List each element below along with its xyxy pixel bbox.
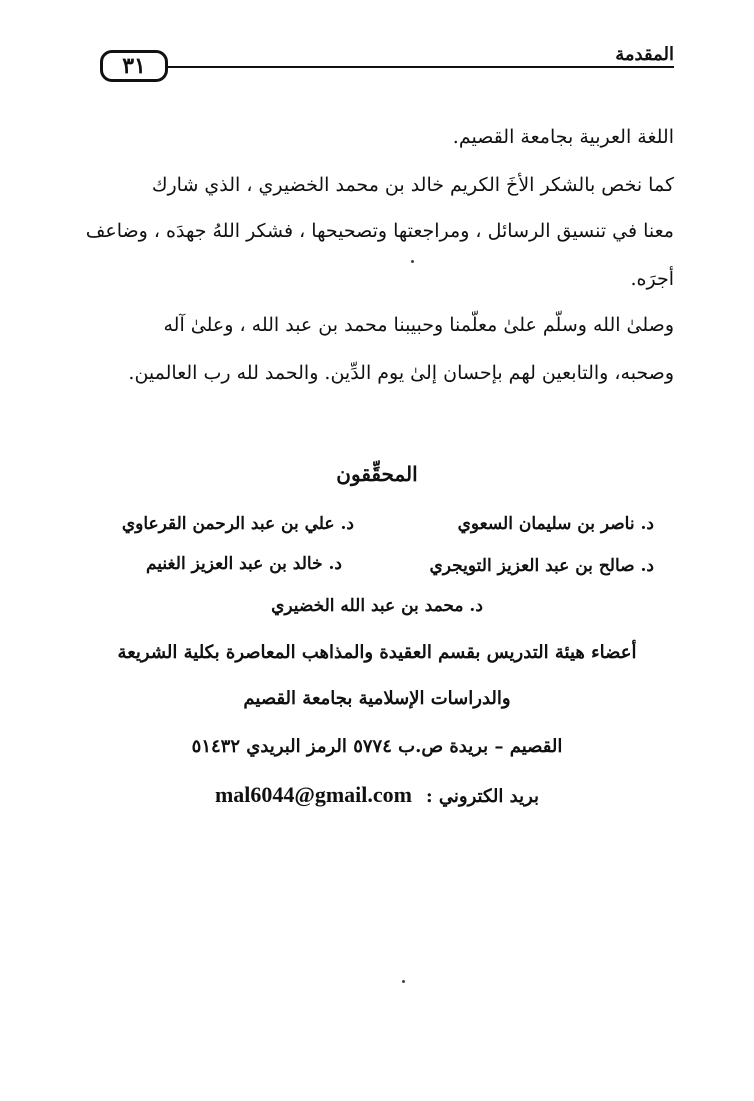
affiliation-line-1: أعضاء هيئة التدريس بقسم العقيدة والمذاهب المعاصرة بكلية الشريعة <box>117 642 637 663</box>
section-title: المقدمة <box>615 44 674 65</box>
authors-heading: المحقِّقون <box>336 462 418 486</box>
author-name: د. خالد بن عبد العزيز الغنيم <box>145 554 342 574</box>
paragraph-line-5: وصلىٰ الله وسلّم علىٰ معلّمنا وحبيبنا محمد بن عبد الله ، وعلىٰ آله <box>163 314 674 336</box>
author-name: د. صالح بن عبد العزيز التويجري <box>429 556 654 576</box>
paragraph-line-4: أجرَه. <box>630 268 674 290</box>
postal-address: القصيم – بريدة ص.ب ٥٧٧٤ الرمز البريدي ٥١٤٣٢ <box>191 736 563 757</box>
page-header <box>100 44 674 84</box>
author-name: د. محمد بن عبد الله الخضيري <box>271 596 483 616</box>
paragraph-line-2: كما نخص بالشكر الأخَ الكريم خالد بن محمد الخضيري ، الذي شارك <box>151 174 674 196</box>
paragraph-line-3: معنا في تنسيق الرسائل ، ومراجعتها وتصحيحها ، فشكر اللهُ جهدَه ، وضاعف <box>85 220 674 242</box>
email-row <box>0 782 754 808</box>
page-number: ٣١ <box>100 50 168 82</box>
scan-speck <box>411 260 414 263</box>
affiliation-line-2: والدراسات الإسلامية بجامعة القصيم <box>243 688 511 709</box>
author-name: د. ناصر بن سليمان السعوي <box>457 514 654 534</box>
email-label: بريد الكتروني : <box>425 786 540 807</box>
header-rule <box>168 66 674 68</box>
paragraph-line-6: وصحبه، والتابعين لهم بإحسان إلىٰ يوم الدِّين. والحمد لله رب العالمين. <box>128 362 674 384</box>
email-address: mal6044@gmail.com <box>214 782 412 807</box>
scan-speck <box>402 980 405 983</box>
paragraph-line-1: اللغة العربية بجامعة القصيم. <box>452 126 674 148</box>
author-name: د. علي بن عبد الرحمن القرعاوي <box>121 514 354 534</box>
